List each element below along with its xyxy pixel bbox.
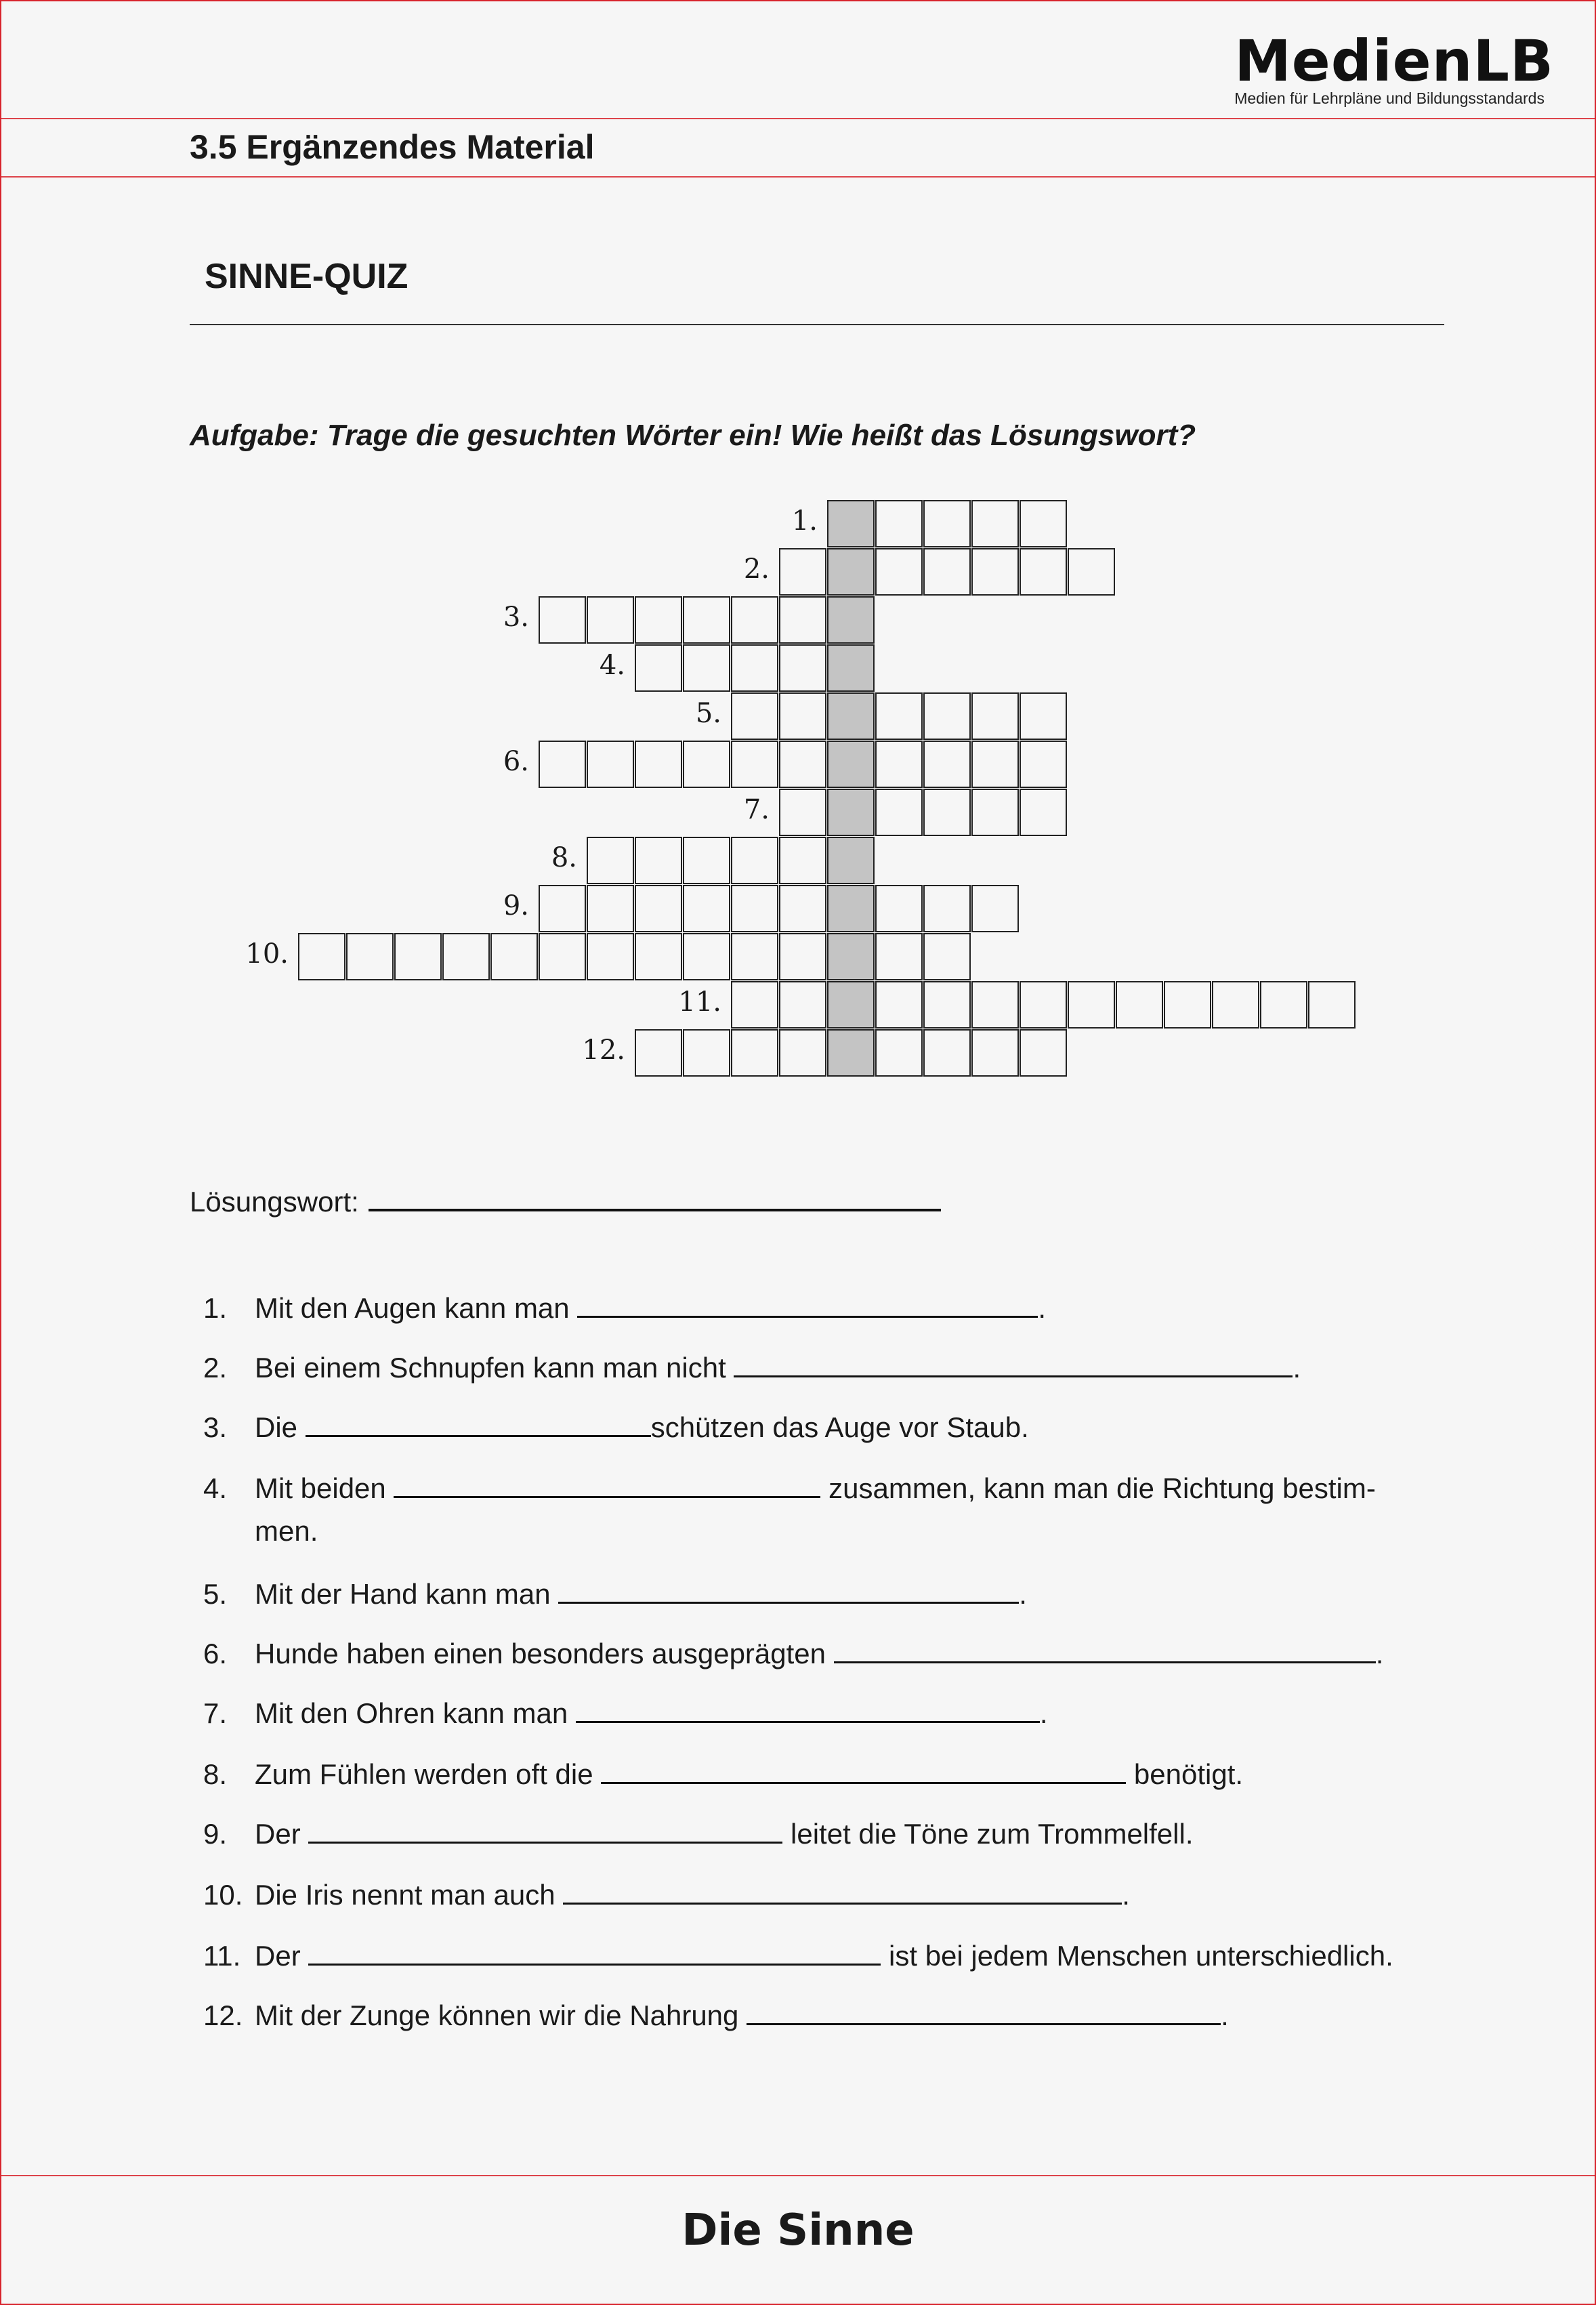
crossword-cell[interactable] (779, 933, 826, 980)
crossword-cell[interactable] (346, 933, 394, 980)
task-instruction: Aufgabe: Trage die gesuchten Wörter ein! Wie heißt das Lösungswort? (190, 419, 1196, 452)
footer-rule (0, 2175, 1596, 2176)
clue-number: 6. (203, 1638, 228, 1669)
clue-text-end: . (1221, 1999, 1229, 2031)
answer-blank[interactable] (306, 1408, 651, 1437)
crossword-cell[interactable] (923, 500, 971, 547)
clue-continuation: men. (255, 1515, 318, 1547)
answer-blank[interactable] (577, 1289, 1038, 1318)
crossword-cell[interactable] (875, 885, 923, 932)
quiz-title: SINNE-QUIZ (205, 257, 408, 296)
footer-title: Die Sinne (681, 2205, 915, 2256)
answer-blank[interactable] (558, 1575, 1019, 1604)
crossword-cell[interactable] (1260, 981, 1307, 1029)
crossword-row-number: 2. (743, 554, 770, 585)
crossword-cell[interactable] (587, 933, 634, 980)
crossword-cell[interactable] (1020, 981, 1067, 1029)
clue-item (203, 1348, 1301, 1384)
crossword-cell[interactable] (923, 885, 971, 932)
crossword-cell[interactable] (875, 1029, 923, 1077)
crossword-cell[interactable] (875, 500, 923, 547)
crossword-cell[interactable] (875, 741, 923, 788)
clue-text: Mit der Zunge können wir die Nahrung (255, 1999, 747, 2031)
crossword-row-number: 9. (503, 890, 529, 921)
crossword-cell[interactable] (731, 596, 778, 644)
solution-cell[interactable] (827, 1029, 875, 1077)
crossword-row-number: 8. (551, 842, 577, 873)
clue-item (203, 1289, 1046, 1325)
crossword-cell[interactable] (971, 500, 1019, 547)
clue-text-end: . (1019, 1578, 1027, 1610)
answer-blank[interactable] (308, 1936, 881, 1966)
clue-number: 9. (203, 1818, 228, 1850)
crossword-cell[interactable] (779, 885, 826, 932)
answer-blank[interactable] (394, 1469, 820, 1498)
crossword-cell[interactable] (731, 837, 778, 884)
crossword-cell[interactable] (779, 741, 826, 788)
crossword-cell[interactable] (875, 981, 923, 1029)
crossword-cell[interactable] (971, 885, 1019, 932)
crossword-cell[interactable] (875, 789, 923, 836)
clue-text-end: . (1038, 1292, 1046, 1324)
solution-cell[interactable] (827, 741, 875, 788)
crossword-cell[interactable] (683, 885, 730, 932)
crossword-cell[interactable] (779, 548, 826, 596)
crossword-cell[interactable] (1020, 741, 1067, 788)
solution-line (190, 1179, 941, 1218)
crossword-cell[interactable] (635, 644, 682, 692)
solution-cell[interactable] (827, 837, 875, 884)
clue-text-end: . (1293, 1352, 1301, 1384)
clue-text: Die (255, 1411, 306, 1443)
solution-cell[interactable] (827, 644, 875, 692)
crossword-cell[interactable] (683, 933, 730, 980)
crossword-cell[interactable] (298, 933, 345, 980)
crossword-cell[interactable] (1308, 981, 1356, 1029)
crossword-cell[interactable] (731, 885, 778, 932)
clue-text: Mit beiden (255, 1472, 394, 1504)
clue-text: Zum Fühlen werden oft die (255, 1758, 602, 1790)
crossword-cell[interactable] (539, 741, 586, 788)
crossword-cell[interactable] (1020, 1029, 1067, 1077)
clue-item (203, 1575, 1027, 1611)
clue-item (203, 1634, 1383, 1670)
crossword-row-number: 7. (743, 794, 770, 825)
crossword-cell[interactable] (923, 1029, 971, 1077)
solution-cell[interactable] (827, 885, 875, 932)
crossword-cell[interactable] (587, 837, 634, 884)
solution-cell[interactable] (827, 789, 875, 836)
crossword-cell[interactable] (971, 548, 1019, 596)
solution-cell[interactable] (827, 500, 875, 547)
crossword-cell[interactable] (683, 644, 730, 692)
clue-text-end: benötigt. (1126, 1758, 1244, 1790)
crossword-row-number: 1. (791, 505, 818, 537)
crossword-cell[interactable] (731, 933, 778, 980)
crossword-cell[interactable] (1020, 789, 1067, 836)
crossword-cell[interactable] (635, 1029, 682, 1077)
clue-number: 7. (203, 1697, 228, 1729)
clue-item (203, 1755, 1243, 1791)
answer-blank[interactable] (747, 1996, 1221, 2025)
crossword-cell[interactable] (731, 692, 778, 740)
crossword-cell[interactable] (779, 596, 826, 644)
crossword-cell[interactable] (779, 981, 826, 1029)
crossword-cell[interactable] (779, 692, 826, 740)
answer-blank[interactable] (834, 1634, 1376, 1663)
crossword-row-number: 4. (599, 650, 625, 681)
clue-item (203, 1936, 1393, 1972)
crossword-cell[interactable] (875, 692, 923, 740)
answer-blank[interactable] (576, 1694, 1040, 1723)
crossword-cell[interactable] (683, 596, 730, 644)
clue-item (203, 1875, 1130, 1911)
crossword-cell[interactable] (875, 933, 923, 980)
crossword-row-number: 11. (678, 987, 721, 1018)
crossword-cell[interactable] (923, 789, 971, 836)
clue-text-end: leitet die Töne zum Trommelfell. (782, 1818, 1194, 1850)
answer-blank[interactable] (734, 1348, 1293, 1377)
crossword-cell[interactable] (1068, 981, 1115, 1029)
crossword-cell[interactable] (635, 837, 682, 884)
clue-number: 5. (203, 1578, 228, 1610)
clue-number: 8. (203, 1758, 228, 1790)
solution-label: Lösungswort: (190, 1186, 359, 1218)
solution-cell[interactable] (827, 933, 875, 980)
clue-number: 11. (203, 1940, 241, 1972)
crossword-cell[interactable] (1116, 981, 1163, 1029)
crossword-cell[interactable] (971, 741, 1019, 788)
solution-cell[interactable] (827, 692, 875, 740)
crossword-cell[interactable] (923, 981, 971, 1029)
crossword-cell[interactable] (875, 548, 923, 596)
clue-text: Bei einem Schnupfen kann man nicht (255, 1352, 734, 1384)
crossword-cell[interactable] (971, 789, 1019, 836)
clue-text-end: zusammen, kann man die Richtung bestim- (820, 1472, 1376, 1504)
crossword-cell[interactable] (683, 1029, 730, 1077)
clue-text: Der (255, 1940, 309, 1972)
solution-blank[interactable] (369, 1179, 941, 1211)
crossword-cell[interactable] (587, 596, 634, 644)
crossword-row-number: 6. (503, 746, 529, 777)
crossword-cell[interactable] (635, 596, 682, 644)
crossword-cell[interactable] (635, 933, 682, 980)
crossword-cell[interactable] (731, 981, 778, 1029)
crossword-cell[interactable] (683, 837, 730, 884)
answer-blank[interactable] (601, 1755, 1126, 1784)
crossword-cell[interactable] (923, 933, 971, 980)
clue-text: Mit den Ohren kann man (255, 1697, 576, 1729)
crossword-cell[interactable] (1020, 692, 1067, 740)
crossword-cell[interactable] (539, 596, 586, 644)
crossword-cell[interactable] (587, 741, 634, 788)
logo-wordmark: MedienLB (1234, 28, 1554, 94)
crossword-cell[interactable] (490, 933, 538, 980)
clue-text-end: schützen das Auge vor Staub. (650, 1411, 1029, 1443)
clue-text: Hunde haben einen besonders ausgeprägten (255, 1638, 834, 1669)
clue-number: 1. (203, 1292, 228, 1324)
clue-item (203, 1408, 1029, 1444)
clue-text-end: ist bei jedem Menschen unterschiedlich. (881, 1940, 1393, 1972)
clue-number: 3. (203, 1411, 228, 1443)
crossword-cell[interactable] (539, 933, 586, 980)
crossword-cell[interactable] (779, 1029, 826, 1077)
crossword-grid (0, 0, 1596, 1152)
section-title: 3.5 Ergänzendes Material (190, 128, 595, 166)
clue-item (203, 1469, 1376, 1547)
crossword-cell[interactable] (635, 741, 682, 788)
crossword-cell[interactable] (1068, 548, 1115, 596)
crossword-cell[interactable] (923, 692, 971, 740)
crossword-cell[interactable] (779, 789, 826, 836)
clue-text: Die Iris nennt man auch (255, 1879, 564, 1911)
clue-text: Mit der Hand kann man (255, 1578, 559, 1610)
crossword-cell[interactable] (1020, 500, 1067, 547)
crossword-cell[interactable] (539, 885, 586, 932)
solution-cell[interactable] (827, 548, 875, 596)
crossword-cell[interactable] (923, 548, 971, 596)
crossword-cell[interactable] (1164, 981, 1211, 1029)
clue-number: 4. (203, 1472, 228, 1504)
clue-number: 2. (203, 1352, 228, 1384)
answer-blank[interactable] (563, 1875, 1122, 1905)
crossword-cell[interactable] (635, 885, 682, 932)
clue-item (203, 1996, 1229, 2032)
crossword-cell[interactable] (731, 741, 778, 788)
clue-number: 12. (203, 1999, 243, 2031)
crossword-cell[interactable] (779, 644, 826, 692)
crossword-cell[interactable] (779, 837, 826, 884)
clue-item (203, 1694, 1048, 1730)
crossword-cell[interactable] (971, 692, 1019, 740)
clue-item (203, 1814, 1194, 1850)
crossword-cell[interactable] (587, 885, 634, 932)
crossword-cell[interactable] (923, 741, 971, 788)
crossword-cell[interactable] (442, 933, 490, 980)
crossword-row-number: 12. (582, 1035, 625, 1066)
solution-cell[interactable] (827, 981, 875, 1029)
crossword-row-number: 5. (695, 698, 721, 729)
crossword-cell[interactable] (971, 981, 1019, 1029)
clue-text: Der (255, 1818, 309, 1850)
crossword-row-number: 3. (503, 602, 529, 633)
crossword-row-number: 10. (245, 938, 289, 970)
clue-text-end: . (1375, 1638, 1384, 1669)
crossword-cell[interactable] (1212, 981, 1259, 1029)
clue-text-end: . (1039, 1697, 1048, 1729)
answer-blank[interactable] (308, 1814, 782, 1844)
crossword-cell[interactable] (1020, 548, 1067, 596)
clue-number: 10. (203, 1879, 243, 1911)
crossword-cell[interactable] (394, 933, 442, 980)
crossword-cell[interactable] (971, 1029, 1019, 1077)
clue-text: Mit den Augen kann man (255, 1292, 578, 1324)
crossword-cell[interactable] (683, 741, 730, 788)
crossword-cell[interactable] (731, 644, 778, 692)
solution-cell[interactable] (827, 596, 875, 644)
logo-tagline: Medien für Lehrpläne und Bildungsstandards (1234, 89, 1545, 107)
clue-text-end: . (1122, 1879, 1130, 1911)
crossword-cell[interactable] (731, 1029, 778, 1077)
